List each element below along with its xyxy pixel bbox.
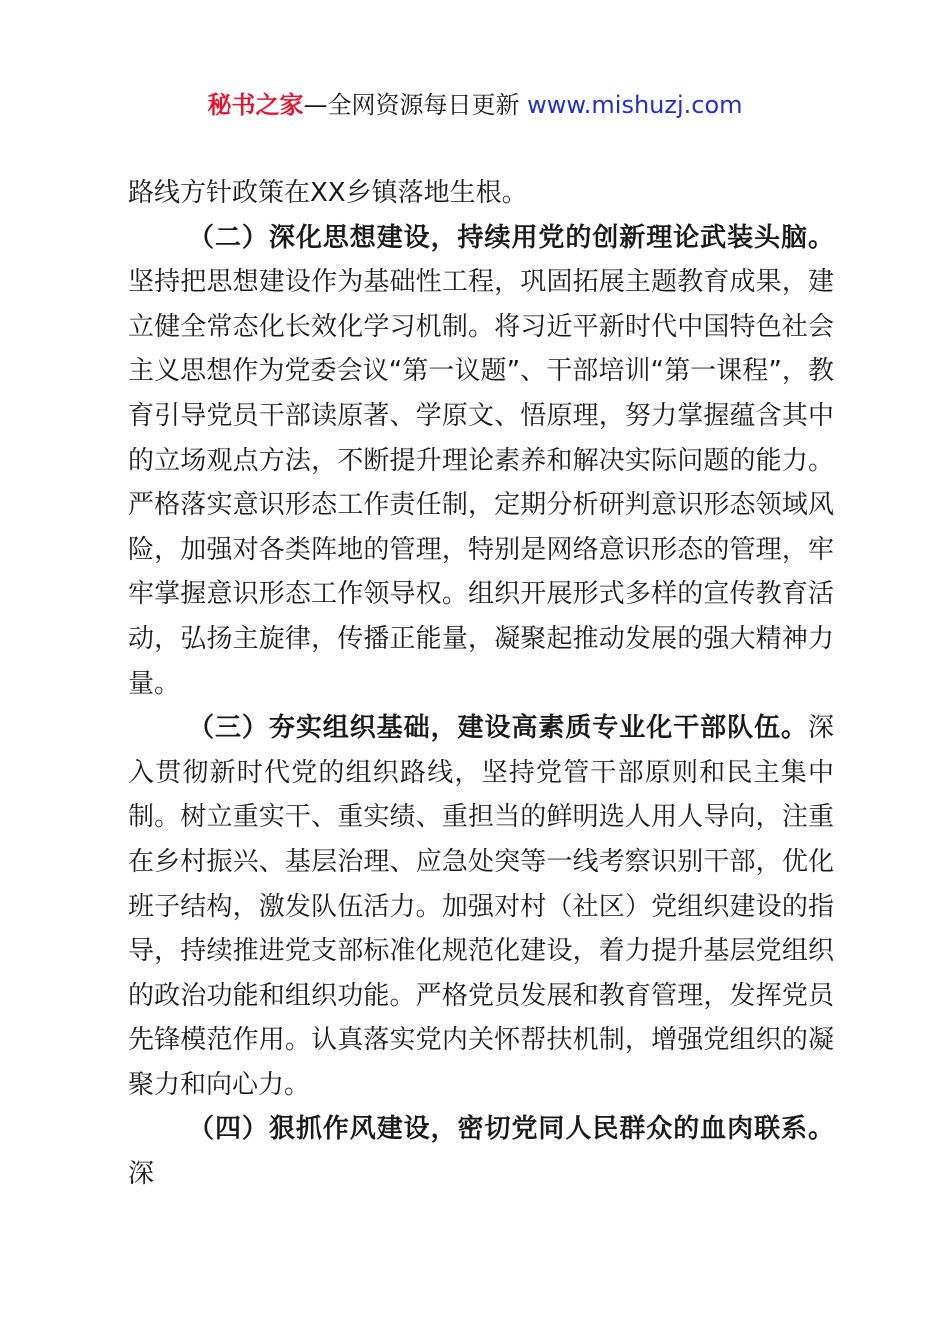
- header-url-link[interactable]: www.mishuzj.com: [527, 91, 743, 119]
- paragraph-text: 深入贯彻新时代党的组织路线，坚持党管干部原则和民主集中制。树立重实干、重实绩、重担当的鲜明选人用人导向，注重在乡村振兴、基层治理、应急处突等一线考察识别干部，优化班子结构，激发队伍活力。加强对村（社区）党组织建设的指导，持续推进党支部标准化规范化建设，着力提升基层党组织的政治功能和组织功能。严格党员发展和教育管理，发挥党员先锋模范作用。认真落实党内关怀帮扶机制，增强党组织的凝聚力和向心力。: [128, 713, 834, 1100]
- paragraph-section-3: [128, 706, 834, 1107]
- section-heading: （二）深化思想建设，持续用党的创新理论武装头脑。: [188, 222, 834, 253]
- paragraph-section-2: [128, 216, 834, 707]
- paragraph-text: 坚持把思想建设作为基础性工程，巩固拓展主题教育成果，建立健全常态化长效化学习机制。将习近平新时代中国特色社会主义思想作为党委会议“第一议题”、干部培训“第一课程”，教育引导党员干部读原著、学原文、悟原理，努力掌握蕴含其中的立场观点方法，不断提升理论素养和解决实际问题的能力。严格落实意识形态工作责任制，定期分析研判意识形态领域风险，加强对各类阵地的管理，特别是网络意识形态的管理，牢牢掌握意识形态工作领导权。组织开展形式多样的宣传教育活动，弘扬主旋律，传播正能量，凝聚起推动发展的强大精神力量。: [128, 267, 834, 699]
- section-heading: （三）夯实组织基础，建设高素质专业化干部队伍。: [188, 713, 808, 744]
- paragraph-text: 深: [128, 1159, 155, 1190]
- paragraph-continuation: [128, 171, 834, 216]
- brand-name: 秘书之家: [207, 91, 304, 119]
- paragraph-section-4: [128, 1107, 834, 1196]
- paragraph-text: 路线方针政策在XX乡镇落地生根。: [128, 178, 528, 208]
- document-body: [128, 171, 834, 1197]
- header-tagline: —全网资源每日更新: [303, 91, 528, 119]
- section-heading: （四）狠抓作风建设，密切党同人民群众的血肉联系。: [188, 1114, 834, 1145]
- page-header: [0, 88, 950, 122]
